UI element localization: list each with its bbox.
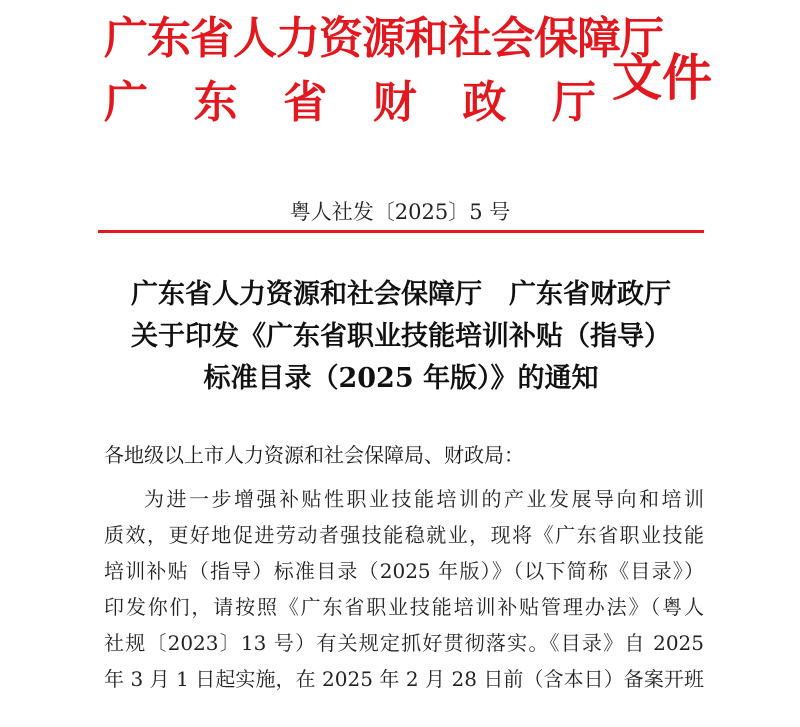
body-line: 社规〔2023〕13 号）有关规定抓好贯彻落实。《目录》自 2025 [104,631,704,655]
notice-title [98,274,704,400]
issuer-finance-char: 财 [372,77,417,128]
body-paragraph [104,481,704,697]
issuer-finance-char: 东 [193,77,238,128]
document-number: 粤人社发〔2025〕5 号 [289,200,511,224]
issuer-hrss: 广东省人力资源和社会保障厅 [104,13,663,64]
title-line: 广东省人力资源和社会保障厅 广东省财政厅 [131,279,671,310]
title-line: 关于印发《广东省职业技能培训补贴（指导） [131,321,671,352]
body-line: 为进一步增强补贴性职业技能培训的产业发展导向和培训 [144,487,704,511]
issuer-finance-char: 政 [462,77,507,128]
body-line: 印发你们，请按照《广东省职业技能培训补贴管理办法》（粤人 [104,595,704,619]
issuer-finance [104,74,596,132]
issuer-finance-char: 厅 [551,77,596,128]
red-divider-line [98,230,704,233]
document-type-label: 文件 [612,48,712,107]
issuer-finance-char: 省 [283,77,328,128]
body-line: 培训补贴（指导）标准目录（2025 年版）》（以下简称《目录》） [104,559,704,583]
body-line: 质效，更好地促进劳动者强技能稳就业，现将《广东省职业技能 [104,523,704,547]
issuer-finance-char: 广 [104,77,148,128]
salutation: 各地级以上市人力资源和社会保障局、财政局： [104,443,524,467]
body-line: 年 3 月 1 日起实施，在 2025 年 2 月 28 日前（含本日）备案开班 [104,667,704,691]
title-line: 标准目录（2025 年版）》的通知 [203,363,599,394]
